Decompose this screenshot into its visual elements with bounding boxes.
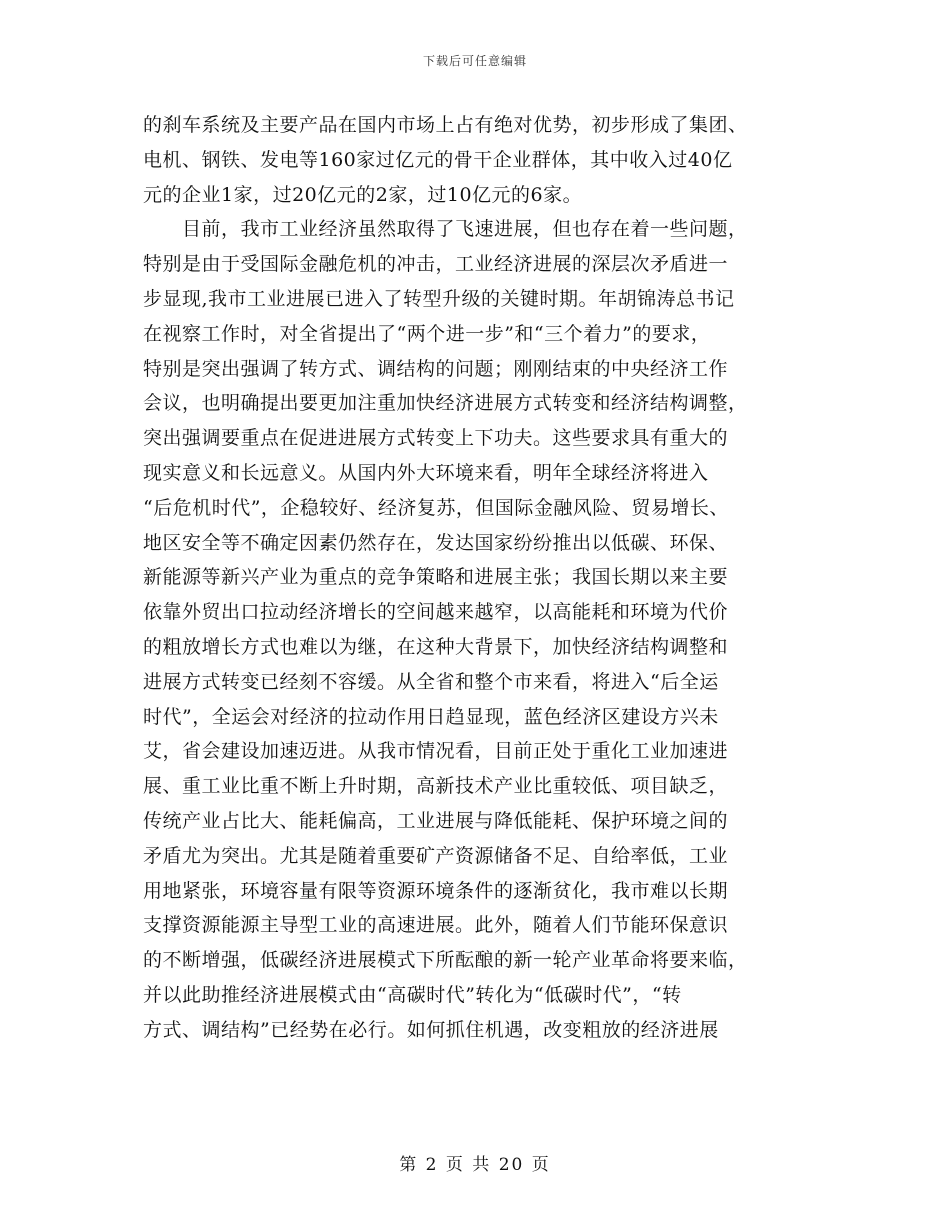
- text-line: 现实意义和长远意义。从国内外大环境来看，明年全球经济将进入: [143, 461, 709, 484]
- text-line: 的刹车系统及主要产品在国内市场上占有绝对优势，初步形成了集团、: [143, 114, 748, 136]
- text-line: 传统产业占比大、能耗偏高，工业进展与降低能耗、保护环境之间的: [143, 809, 729, 832]
- body-text: [143, 108, 803, 1048]
- text-line: 地区安全等不确定因素仍然存在，发达国家纷纷推出以低碳、环保、: [143, 531, 729, 554]
- text-line: 的粗放增长方式也难以为继，在这种大背景下，加快经济结构调整和: [143, 635, 729, 658]
- text-line: 并以此助推经济进展模式由“高碳时代”转化为“低碳时代”，“转: [143, 983, 682, 1006]
- text-line: 支撑资源能源主导型工业的高速进展。此外，随着人们节能环保意识: [143, 914, 729, 937]
- text-line: 在视察工作时，对全省提出了“两个进一步”和“三个着力”的要求，: [143, 322, 711, 345]
- text-line: 艾，省会建设加速迈进。从我市情况看，目前正处于重化工业加速进: [143, 740, 729, 763]
- text-line: 展、重工业比重不断上升时期，高新技术产业比重较低、项目缺乏，: [143, 775, 729, 798]
- page-header: 下载后可任意编辑: [422, 54, 527, 68]
- text-line: 进展方式转变已经刻不容缓。从全省和整个市来看，将进入“后全运: [143, 670, 719, 693]
- text-line: 特别是突出强调了转方式、调结构的问题；刚刚结束的中央经济工作: [143, 357, 729, 380]
- text-line: “后危机时代”，企稳较好、经济复苏，但国际金融风险、贸易增长、: [143, 496, 729, 519]
- text-line: 特别是由于受国际金融危机的冲击，工业经济进展的深层次矛盾进一: [143, 253, 729, 276]
- text-line: 元的企业1家，过20亿元的2家，过10亿元的6家。: [143, 183, 583, 206]
- text-line: 方式、调结构”已经势在必行。如何抓住机遇，改变粗放的经济进展: [143, 1018, 719, 1041]
- text-line: 用地紧张，环境容量有限等资源环境条件的逐渐贫化，我市难以长期: [143, 879, 729, 902]
- page-footer: 第 2 页 共 20 页: [399, 1155, 551, 1175]
- text-line: 新能源等新兴产业为重点的竞争策略和进展主张；我国长期以来主要: [143, 566, 729, 589]
- text-line: 突出强调要重点在促进进展方式转变上下功夫。这些要求具有重大的: [143, 427, 729, 450]
- text-line: 步显现,我市工业进展已进入了转型升级的关键时期。年胡锦涛总书记: [143, 287, 735, 310]
- text-line: 依靠外贸出口拉动经济增长的空间越来越窄，以高能耗和环境为代价: [143, 601, 729, 624]
- text-line: 会议，也明确提出要更加注重加快经济进展方式转变和经济结构调整，: [143, 392, 748, 415]
- text-line: 的不断增强，低碳经济进展模式下所酝酿的新一轮产业革命将要来临，: [143, 949, 748, 972]
- text-line: 目前，我市工业经济虽然取得了飞速进展，但也存在着一些问题，: [143, 218, 748, 241]
- text-line: 电机、钢铁、发电等160家过亿元的骨干企业群体，其中收入过40亿: [143, 148, 733, 171]
- text-line: 矛盾尤为突出。尤其是随着重要矿产资源储备不足、自给率低，工业: [143, 844, 729, 867]
- text-line: 时代”，全运会对经济的拉动作用日趋显现，蓝色经济区建设方兴未: [143, 705, 719, 728]
